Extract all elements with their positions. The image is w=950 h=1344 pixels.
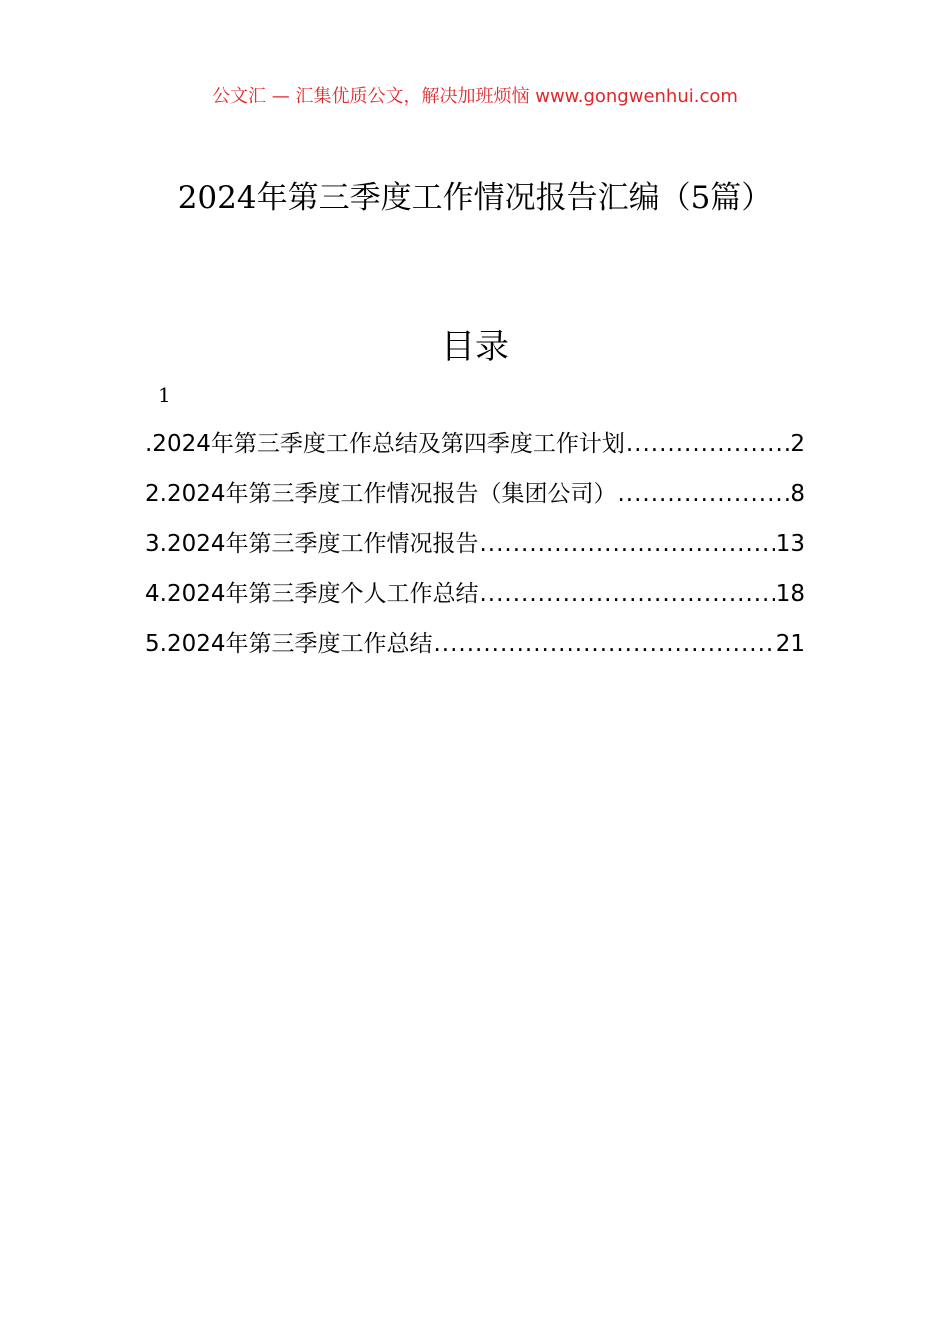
toc-item-page: 8 (790, 481, 805, 507)
toc-dot-leader (479, 525, 774, 563)
toc-item-title: .2024年第三季度工作总结及第四季度工作计划 (145, 431, 625, 457)
toc-item-page: 21 (775, 631, 805, 657)
toc-item-page: 13 (775, 531, 805, 557)
table-of-contents (145, 425, 805, 675)
toc-dot-leader (433, 625, 774, 663)
toc-number-fragment: 1 (158, 383, 171, 407)
toc-item-page: 18 (775, 581, 805, 607)
toc-item-page: 2 (790, 431, 805, 457)
toc-dot-leader (626, 425, 790, 463)
toc-item[interactable] (145, 525, 805, 575)
toc-item[interactable] (145, 575, 805, 625)
toc-item-title: 5.2024年第三季度工作总结 (145, 631, 433, 657)
document-title: 2024年第三季度工作情况报告汇编（5篇） (177, 180, 773, 216)
header-banner: 公文汇 — 汇集优质公文，解决加班烦恼 www.gongwenhui.com (212, 86, 738, 107)
toc-item[interactable] (145, 625, 805, 675)
toc-item[interactable] (145, 425, 805, 475)
toc-item[interactable] (145, 475, 805, 525)
toc-heading: 目录 (441, 327, 509, 367)
toc-item-title: 4.2024年第三季度个人工作总结 (145, 581, 479, 607)
toc-item-title: 2.2024年第三季度工作情况报告（集团公司） (145, 481, 617, 507)
toc-dot-leader (479, 575, 774, 613)
toc-dot-leader (617, 475, 789, 513)
toc-item-title: 3.2024年第三季度工作情况报告 (145, 531, 479, 557)
